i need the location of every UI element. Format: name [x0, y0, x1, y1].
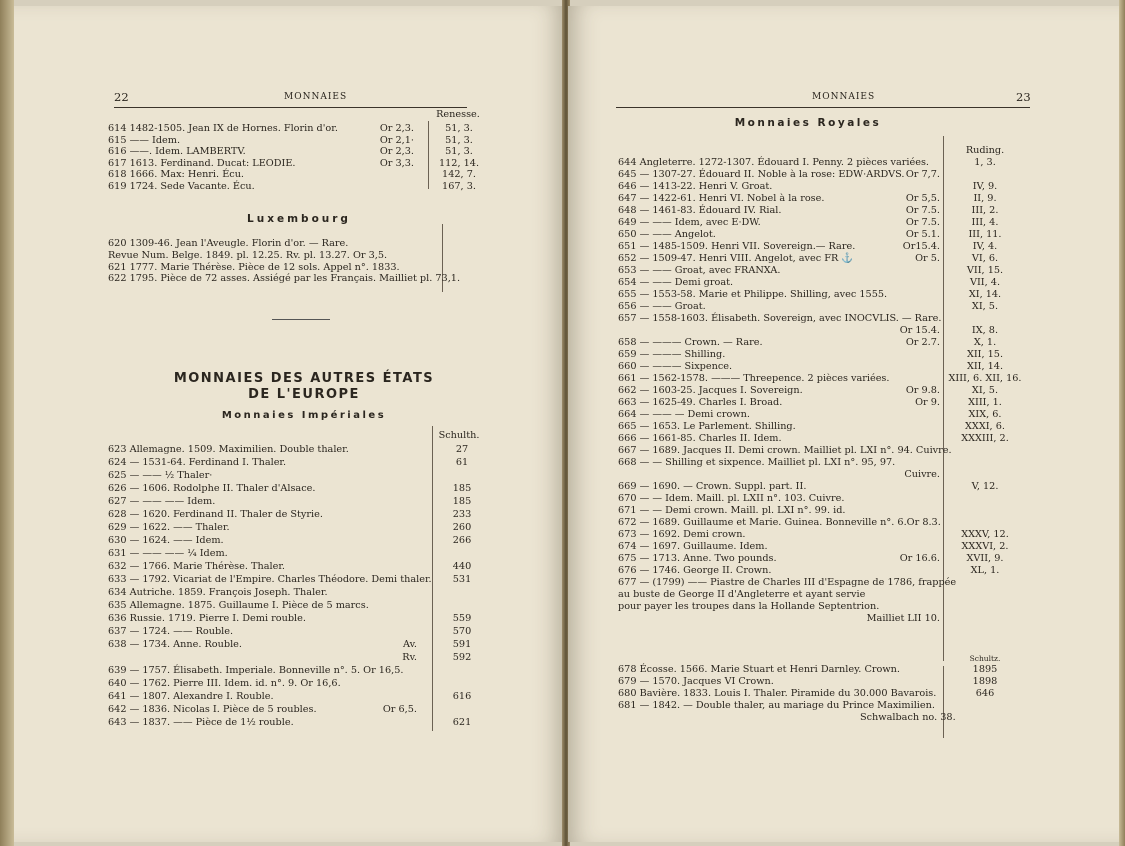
entry-text: 620 1309-46. Jean l'Aveugle. Florin d'or. — Rare.	[108, 238, 349, 249]
entry-reference: 591	[452, 639, 472, 650]
entry-reference: X, 1.	[973, 337, 997, 348]
entry-reference: 185	[452, 483, 472, 494]
entry-text: 626 — 1606. Rodolphe II. Thaler d'Alsace.	[108, 483, 316, 494]
entry-metal: Or 2,1·	[379, 134, 414, 146]
entry-text: 633 — 1792. Vicariat de l'Empire. Charles Théodore. Demi thaler.	[108, 574, 432, 585]
entry-text: 622 1795. Pièce de 72 asses. Assiégé par les Français. Mailliet pl. 73,1.	[108, 273, 461, 285]
entry-reference: XIX, 6.	[968, 409, 1002, 420]
page-number: 22	[114, 90, 129, 104]
column-header-schultz: Schultz.	[969, 654, 1001, 663]
entry-metal: Or 9.8.	[905, 385, 940, 396]
entry-metal: Or 15.4.	[899, 325, 940, 336]
entry-text: 662 — 1603-25. Jacques I. Sovereign.	[618, 385, 803, 396]
entry-text: 679 — 1570. Jacques VI Crown.	[618, 676, 774, 687]
entry-reference: XI, 5.	[971, 301, 999, 312]
entry-reference: 266	[452, 535, 472, 546]
page-edge-right	[1119, 0, 1125, 846]
section-separator	[272, 319, 330, 320]
entry-text: 663 — 1625-49. Charles I. Broad.	[618, 397, 783, 408]
entry-reference: 1, 3.	[974, 157, 996, 168]
entry-text: 655 — 1553-58. Marie et Philippe. Shilling, avec 1555.	[618, 289, 888, 300]
entry-reference: 112, 14.	[438, 157, 480, 169]
entry-text: 614 1482-1505. Jean IX de Hornes. Florin d'or.	[108, 123, 338, 134]
entry-text: 647 — 1422-61. Henri VI. Nobel à la rose.	[618, 193, 825, 204]
entry-reference: XI, 5.	[971, 385, 999, 396]
column-header-schulth: Schulth.	[438, 430, 480, 441]
entry-text: 665 — 1653. Le Parlement. Shilling.	[618, 421, 796, 432]
entry-metal: Rv.	[402, 652, 417, 663]
entry-metal: Schwalbach no. 38.	[860, 712, 956, 723]
entry-text: 649 — —— Idem, avec E·DW.	[618, 217, 761, 228]
page-edge-left	[0, 0, 14, 846]
entry-text: 676 — 1746. George II. Crown.	[618, 565, 772, 576]
entry-reference: 1898	[972, 676, 998, 687]
entry-metal: Or 6,5.	[382, 704, 417, 715]
entry-text: 669 — 1690. — Crown. Suppl. part. II.	[618, 481, 807, 492]
entry-reference: III, 2.	[971, 205, 999, 216]
entry-reference: XII, 14.	[966, 361, 1004, 372]
entry-metal: Or 5,5.	[905, 193, 940, 204]
entry-text: 657 — 1558-1603. Élisabeth. Sovereign, avec INOCVLIS. — Rare.	[618, 313, 942, 324]
entry-reference: 142, 7.	[442, 169, 476, 181]
entry-text: 630 — 1624. —— Idem.	[108, 535, 224, 546]
entry-text: 653 — —— Groat, avec FRANXA.	[618, 265, 781, 276]
entry-text: 650 — —— Angelot.	[618, 229, 716, 240]
entry-text: 617 1613. Ferdinand. Ducat: LEODIE.	[108, 157, 296, 169]
entry-reference: 233	[452, 509, 472, 520]
entry-reference: IV, 9.	[972, 181, 998, 192]
entry-text: 670 — — Idem. Maill. pl. LXII n°. 103. Cuivre.	[618, 493, 845, 504]
entry-reference: 592	[452, 652, 472, 663]
running-head: MONNAIES	[284, 92, 348, 102]
entry-metal: Or 7,7.	[905, 169, 940, 180]
entry-reference: IX, 8.	[971, 325, 999, 336]
entry-reference: V, 12.	[971, 481, 999, 492]
entry-reference: XIII, 6. XII, 16.	[948, 373, 1022, 384]
entry-reference: XIII, 1.	[968, 397, 1002, 408]
entry-reference: VII, 4.	[969, 277, 1001, 288]
entry-metal: Or 5.1.	[905, 229, 940, 240]
entry-text: 621 1777. Marie Thérèse. Pièce de 12 sols. Appel n°. 1833.	[108, 261, 400, 273]
entry-text: 651 — 1485-1509. Henri VII. Sovereign.— Rare.	[618, 241, 856, 252]
running-head: MONNAIES	[812, 92, 876, 102]
column-header-renesse: Renesse.	[436, 109, 480, 120]
entry-metal: Or 3,3.	[379, 157, 414, 169]
entry-metal: Av.	[402, 639, 417, 650]
entry-reference: 260	[452, 522, 472, 533]
entry-text: 636 Russie. 1719. Pierre I. Demi rouble.	[108, 613, 306, 624]
header-rule	[616, 107, 1030, 108]
entry-text: 658 — ——— Crown. — Rare.	[618, 337, 763, 348]
entry-reference: 531	[452, 574, 472, 585]
entry-reference: 51, 3.	[445, 146, 473, 158]
entry-text: 675 — 1713. Anne. Two pounds.	[618, 553, 777, 564]
entry-text: 628 — 1620. Ferdinand II. Thaler de Styrie.	[108, 509, 323, 520]
entry-text: 634 Autriche. 1859. François Joseph. Thaler.	[108, 587, 328, 598]
entry-reference: 646	[975, 688, 995, 699]
entry-reference: 440	[452, 561, 472, 572]
entry-text: 625 — —— ½ Thaler·	[108, 470, 213, 481]
entry-reference: XXXV, 12.	[961, 529, 1009, 540]
entry-reference: 621	[452, 717, 472, 728]
entry-metal: Or 5.	[915, 253, 940, 264]
entry-text: 624 — 1531-64. Ferdinand I. Thaler.	[108, 457, 287, 468]
column-header-ruding: Ruding.	[965, 145, 1005, 156]
entry-text: 661 — 1562-1578. ——— Threepence. 2 pièces variées.	[618, 373, 890, 384]
entry-reference: III, 4.	[971, 217, 999, 228]
entry-text: 666 — 1661-85. Charles II. Idem.	[618, 433, 782, 444]
right-page	[568, 6, 1120, 842]
entry-metal: Or 7.5.	[905, 205, 940, 216]
section-title-luxembourg: Luxembourg	[247, 213, 351, 225]
entry-metal: Or 9.	[915, 397, 940, 408]
entry-text: 660 — ——— Sixpence.	[618, 361, 733, 372]
entry-reference: III, 11.	[968, 229, 1002, 240]
entry-reference: XL, 1.	[970, 565, 1000, 576]
entry-text: 640 — 1762. Pierre III. Idem. id. n°. 9. Or 16,6.	[108, 678, 341, 689]
main-title-line-2: DE L'EUROPE	[248, 387, 360, 402]
entry-metal: Or 16.6.	[899, 553, 940, 564]
entry-metal: Cuivre.	[904, 469, 940, 480]
entry-text: 631 — —— —— ¼ Idem.	[108, 548, 228, 559]
entry-reference: 616	[452, 691, 472, 702]
entry-metal: Or15.4.	[902, 241, 940, 252]
column-divider	[428, 121, 429, 189]
section-title-royales: Monnaies Royales	[734, 117, 882, 129]
main-title-line-1: MONNAIES DES AUTRES ÉTATS	[173, 371, 435, 386]
entry-text: 656 — —— Groat.	[618, 301, 706, 312]
entry-text: 680 Bavière. 1833. Louis I. Thaler. Piramide du 30.000 Bavarois.	[618, 688, 937, 699]
entry-text: 654 — —— Demi groat.	[618, 277, 734, 288]
entry-text: 659 — ——— Shilling.	[618, 349, 726, 360]
entry-text: 616 ——. Idem. LAMBERTV.	[108, 146, 246, 158]
entry-reference: 570	[452, 626, 472, 637]
entry-metal: Or 2,3.	[379, 123, 414, 134]
entry-reference: 1895	[972, 664, 998, 675]
entry-reference: XXXIII, 2.	[961, 433, 1009, 444]
entry-text: 618 1666. Max: Henri. Écu.	[108, 169, 245, 181]
entry-text: 648 — 1461-83. Édouard IV. Rial.	[618, 205, 782, 216]
entry-text: 672 — 1689. Guillaume et Marie. Guinea. Bonneville n°. 6.Or 8.3.	[618, 517, 941, 528]
entry-text: 643 — 1837. —— Pièce de 1½ rouble.	[108, 717, 294, 728]
entry-metal: Or 2.7.	[905, 337, 940, 348]
entry-text: 673 — 1692. Demi crown.	[618, 529, 746, 540]
entry-text: 671 — — Demi crown. Maill. pl. LXI n°. 99. id.	[618, 505, 846, 516]
entry-reference: XVII, 9.	[966, 553, 1004, 564]
entry-text: 681 — 1842. — Double thaler, au mariage du Prince Maximilien.	[618, 700, 935, 711]
entry-reference: 61	[455, 457, 469, 468]
column-divider	[943, 666, 944, 738]
entry-text: 677 — (1799) —— Piastre de Charles III d'Espagne de 1786, frappée	[618, 577, 957, 588]
entry-reference: VII, 15.	[966, 265, 1004, 276]
entry-text: 638 — 1734. Anne. Rouble.	[108, 639, 242, 650]
entry-text: 619 1724. Sede Vacante. Écu.	[108, 181, 255, 192]
entry-text: 668 — — Shilling et sixpence. Mailliet pl. LXI n°. 95, 97.	[618, 457, 896, 468]
entry-metal: Or 7.5.	[905, 217, 940, 228]
header-rule	[114, 107, 467, 108]
entry-text: 667 — 1689. Jacques II. Demi crown. Mailliet pl. LXI n°. 94. Cuivre.	[618, 445, 952, 456]
entry-text: 641 — 1807. Alexandre I. Rouble.	[108, 691, 274, 702]
entry-text: 652 — 1509-47. Henri VIII. Angelot, avec FR ⚓	[618, 253, 854, 264]
entry-text: 623 Allemagne. 1509. Maximilien. Double thaler.	[108, 444, 349, 455]
entry-text: 615 —— Idem.	[108, 134, 181, 146]
entry-reference: 27	[455, 444, 469, 455]
entry-text: au buste de George II d'Angleterre et ayant servie	[618, 589, 866, 600]
entry-reference: XII, 15.	[966, 349, 1004, 360]
entry-reference: 51, 3.	[445, 123, 473, 134]
entry-text: 678 Écosse. 1566. Marie Stuart et Henri Darnley. Crown.	[618, 664, 900, 675]
entry-text: 635 Allemagne. 1875. Guillaume I. Pièce de 5 marcs.	[108, 600, 369, 611]
entry-text: 629 — 1622. —— Thaler.	[108, 522, 230, 533]
entry-text: 627 — —— —— Idem.	[108, 496, 216, 507]
column-divider	[432, 426, 433, 731]
entry-reference: 185	[452, 496, 472, 507]
entry-text: Revue Num. Belge. 1849. pl. 12.25. Rv. pl. 13.27. Or 3,5.	[108, 249, 388, 261]
entry-text: 674 — 1697. Guillaume. Idem.	[618, 541, 768, 552]
entry-reference: XI, 14.	[968, 289, 1002, 300]
section-title-imperiales: Monnaies Impériales	[221, 410, 387, 421]
entry-text: 645 — 1307-27. Édouard II. Noble à la rose: EDW·ARDVS.	[618, 169, 905, 180]
left-page	[14, 6, 564, 842]
entry-metal: Mailliet LII 10.	[866, 613, 940, 624]
entry-text: 637 — 1724. —— Rouble.	[108, 626, 234, 637]
entry-reference: VI, 6.	[971, 253, 999, 264]
entry-reference: XXXVI, 2.	[961, 541, 1009, 552]
entry-reference: 559	[452, 613, 472, 624]
entry-text: 646 — 1413-22. Henri V. Groat.	[618, 181, 773, 192]
entry-text: 644 Angleterre. 1272-1307. Édouard I. Penny. 2 pièces variées.	[618, 157, 929, 168]
entry-text: 664 — —— — Demi crown.	[618, 409, 750, 420]
page-number: 23	[1016, 90, 1031, 104]
entry-text: pour payer les troupes dans la Hollande Septentrion.	[618, 601, 880, 612]
entry-text: 639 — 1757. Élisabeth. Imperiale. Bonneville n°. 5. Or 16,5.	[108, 665, 404, 676]
entry-reference: XXXI, 6.	[965, 421, 1005, 432]
entry-text: 632 — 1766. Marie Thérèse. Thaler.	[108, 561, 285, 572]
entry-reference: 167, 3.	[442, 181, 476, 192]
entry-reference: II, 9.	[973, 193, 997, 204]
entry-text: 642 — 1836. Nicolas I. Pièce de 5 roubles.	[108, 704, 317, 715]
entry-reference: 51, 3.	[445, 134, 473, 146]
entry-metal: Or 2,3.	[379, 146, 414, 158]
entry-reference: IV, 4.	[972, 241, 998, 252]
